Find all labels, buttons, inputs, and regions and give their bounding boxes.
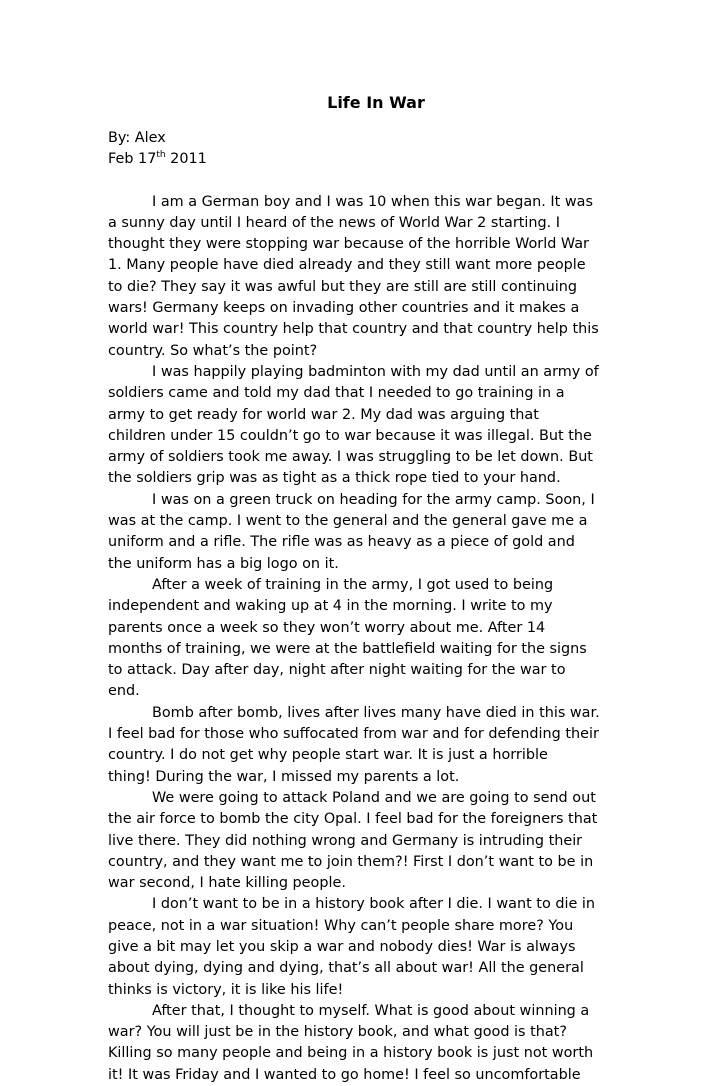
paragraph-line: war? You will just be in the history book, and what good is that? bbox=[108, 1024, 567, 1041]
paragraph-line: I don’t want to be in a history book after I die. I want to die in bbox=[152, 896, 596, 913]
date-year: 2011 bbox=[165, 151, 207, 168]
paragraph-line: I feel bad for those who suffocated from war and for defending their bbox=[108, 726, 599, 743]
paragraph-line: We were going to attack Poland and we are going to send out bbox=[152, 789, 596, 806]
document-title: Life In War bbox=[327, 93, 425, 112]
paragraph-line: the air force to bomb the city Opal. I feel bad for the foreigners that bbox=[108, 811, 598, 828]
paragraph-line: I am a German boy and I was 10 when this war began. It was bbox=[152, 193, 593, 210]
paragraph bbox=[108, 894, 624, 1000]
paragraph-line: give a bit may let you skip a war and nobody dies! War is always bbox=[108, 938, 576, 955]
paragraph-line: parents once a week so they won’t worry about me. After 14 bbox=[108, 619, 546, 636]
paragraph-line: country. So what’s the point? bbox=[108, 342, 318, 359]
paragraph-line: thought they were stopping war because of the horrible World War bbox=[108, 236, 589, 253]
document-date bbox=[108, 149, 624, 170]
paragraph-line: uniform and a rifle. The rifle was as heavy as a piece of gold and bbox=[108, 534, 575, 551]
spacer bbox=[108, 171, 624, 192]
paragraph bbox=[108, 490, 624, 575]
author-byline: By: Alex bbox=[108, 130, 166, 146]
paragraphs-container bbox=[108, 192, 624, 1086]
date-prefix: Feb 17 bbox=[108, 151, 157, 168]
paragraph-line: the uniform has a big logo on it. bbox=[108, 555, 339, 572]
paragraph-line: months of training, we were at the battlefield waiting for the signs bbox=[108, 640, 587, 657]
paragraph-line: independent and waking up at 4 in the morning. I write to my bbox=[108, 598, 553, 615]
paragraph bbox=[108, 1001, 624, 1086]
paragraph-line: peace, not in a war situation! Why can’t people share more? You bbox=[108, 917, 574, 934]
paragraph-line: children under 15 couldn’t go to war because it was illegal. But the bbox=[108, 427, 592, 444]
date-ordinal-suffix: th bbox=[156, 149, 166, 160]
paragraph bbox=[108, 192, 624, 362]
paragraph-line: to attack. Day after day, night after night waiting for the war to bbox=[108, 662, 566, 679]
paragraph-line: army of soldiers took me away. I was struggling to be let down. But bbox=[108, 449, 593, 466]
paragraph-line: army to get ready for world war 2. My dad was arguing that bbox=[108, 406, 539, 423]
paragraph-line: After a week of training in the army, I got used to being bbox=[152, 576, 554, 593]
paragraph-line: war second, I hate killing people. bbox=[108, 875, 346, 892]
paragraph bbox=[108, 362, 624, 490]
paragraph bbox=[108, 788, 624, 894]
paragraph-line: live there. They did nothing wrong and Germany is intruding their bbox=[108, 832, 583, 849]
paragraph-line: world war! This country help that country and that country help this bbox=[108, 321, 599, 338]
paragraph-line: Bomb after bomb, lives after lives many have died in this war. bbox=[152, 704, 600, 721]
paragraph-line: Killing so many people and being in a history book is just not worth bbox=[108, 1045, 594, 1062]
paragraph-line: it! It was Friday and I wanted to go home! I feel so uncomfortable bbox=[108, 1066, 581, 1083]
paragraph-line: the soldiers grip was as tight as a thick rope tied to your hand. bbox=[108, 470, 561, 487]
paragraph-line: soldiers came and told my dad that I needed to go training in a bbox=[108, 385, 565, 402]
paragraph-line: I was on a green truck on heading for the army camp. Soon, I bbox=[152, 491, 595, 508]
paragraph bbox=[108, 575, 624, 703]
paragraph-line: thing! During the war, I missed my parents a lot. bbox=[108, 768, 460, 785]
paragraph-line: wars! Germany keeps on invading other countries and it makes a bbox=[108, 300, 580, 317]
paragraph-line: thinks is victory, it is like his life! bbox=[108, 981, 344, 998]
paragraph-line: end. bbox=[108, 683, 140, 700]
paragraph-line: about dying, dying and dying, that’s all about war! All the general bbox=[108, 960, 584, 977]
paragraph-line: After that, I thought to myself. What is good about winning a bbox=[152, 1002, 590, 1019]
paragraph-line: to die? They say it was awful but they are still are still continuing bbox=[108, 278, 577, 295]
paragraph-line: country, and they want me to join them?! First I don’t want to be in bbox=[108, 853, 594, 870]
document-body bbox=[108, 92, 624, 1086]
paragraph-line: 1. Many people have died already and they still want more people bbox=[108, 257, 586, 274]
paragraph bbox=[108, 703, 624, 788]
paragraph-line: a sunny day until I heard of the news of World War 2 starting. I bbox=[108, 214, 561, 231]
paragraph-line: country. I do not get why people start war. It is just a horrible bbox=[108, 747, 548, 764]
paragraph-line: I was happily playing badminton with my dad until an army of bbox=[152, 363, 599, 380]
paragraph-line: was at the camp. I went to the general and the general gave me a bbox=[108, 513, 588, 530]
